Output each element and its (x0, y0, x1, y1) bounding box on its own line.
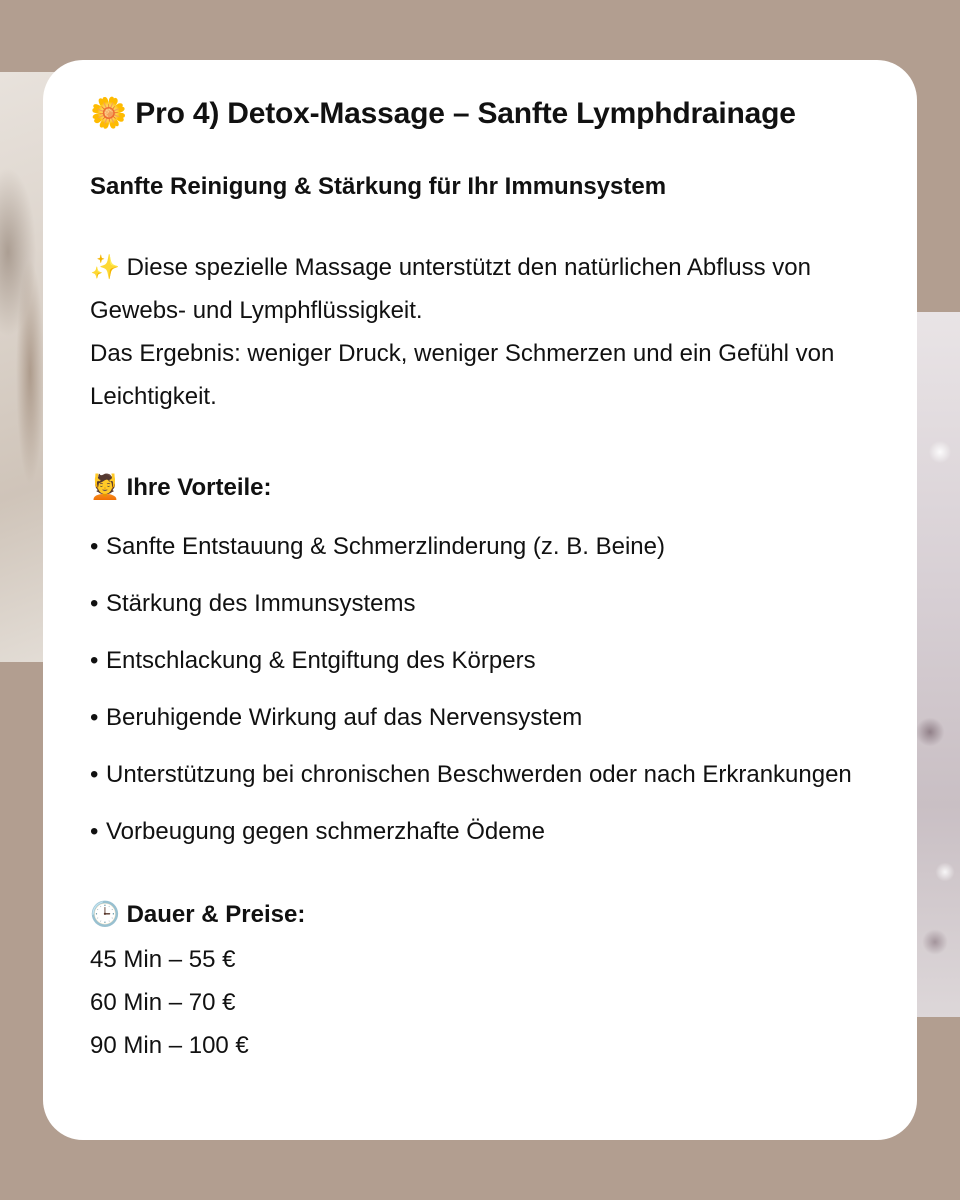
list-item: • Unterstützung bei chronischen Beschwerden oder nach Erkrankungen (90, 753, 891, 796)
page-title-text: Pro 4) Detox-Massage – Sanfte Lymphdrainage (135, 97, 796, 130)
flower-icon: 🌼 (90, 96, 128, 131)
intro-line-1 (90, 246, 891, 332)
list-item: • Beruhigende Wirkung auf das Nervensystem (90, 696, 891, 739)
list-item: • Stärkung des Immunsystems (90, 582, 891, 625)
list-item: • Entschlackung & Entgiftung des Körpers (90, 639, 891, 682)
content-card (43, 60, 917, 1140)
intro-line-1-text: Diese spezielle Massage unterstützt den natürlichen Abfluss von Gewebs- und Lymphflüssigkeit. (90, 254, 811, 324)
intro-text (90, 246, 891, 418)
price-item: 60 Min – 70 € (90, 989, 236, 1016)
clock-icon: 🕒 (90, 900, 120, 928)
intro-line-2: Das Ergebnis: weniger Druck, weniger Schmerzen und ein Gefühl von Leichtigkeit. (90, 340, 835, 410)
list-item: • Sanfte Entstauung & Schmerzlinderung (z. B. Beine) (90, 525, 891, 568)
price-item: 45 Min – 55 € (90, 946, 236, 973)
prices-heading (90, 897, 891, 932)
benefits-heading-text: Ihre Vorteile: (126, 474, 272, 501)
page-title (90, 88, 891, 140)
benefits-heading (90, 470, 891, 505)
benefits-list (90, 525, 891, 853)
page-subtitle: Sanfte Reinigung & Stärkung für Ihr Immunsystem (90, 173, 667, 200)
massage-icon: 💆 (90, 473, 120, 501)
list-item: • Vorbeugung gegen schmerzhafte Ödeme (90, 810, 891, 853)
prices-heading-text: Dauer & Preise: (126, 901, 306, 928)
price-list (90, 938, 891, 1067)
price-item: 90 Min – 100 € (90, 1032, 249, 1059)
sparkles-icon: ✨ (90, 253, 120, 281)
